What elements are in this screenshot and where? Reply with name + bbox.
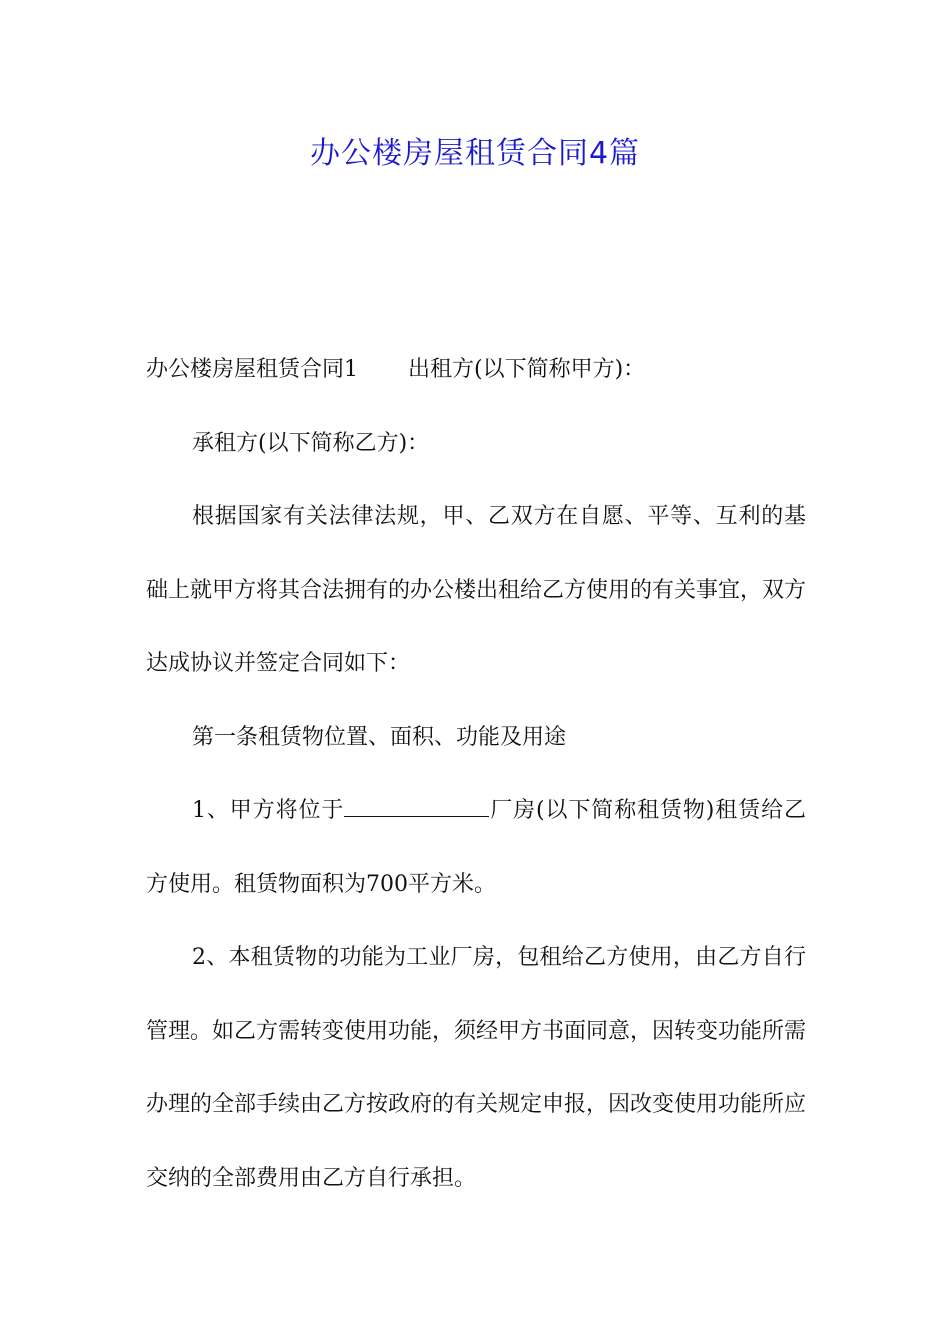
clause-1-paragraph (146, 774, 806, 921)
document-body (146, 333, 806, 1215)
clause-2-paragraph: 2、本租赁物的功能为工业厂房，包租给乙方使用，由乙方自行管理。如乙方需转变使用功能，须经甲方书面同意，因转变功能所需办理的全部手续由乙方按政府的有关规定申报，因改变使用功能所应交纳的全部费用由乙方自行承担。 (146, 945, 807, 1191)
lessor-label: 出租方(以下简称甲方)： (408, 357, 646, 382)
document-title: 办公楼房屋租赁合同4篇 (309, 136, 641, 171)
location-blank-line (344, 798, 489, 817)
clause-1-suffix: 厂房(以下简称租赁物)租赁给乙方使用。租赁物面积为700平方米。 (146, 798, 806, 897)
section-heading-line (146, 333, 806, 407)
lessee-label: 承租方(以下简称乙方)： (192, 430, 430, 456)
clause-1-prefix: 1、甲方将位于 (192, 798, 345, 823)
preamble-paragraph: 根据国家有关法律法规，甲、乙双方在自愿、平等、互利的基础上就甲方将其合法拥有的办公楼出租给乙方使用的有关事宜，双方达成协议并签定合同如下： (146, 504, 807, 676)
article-1-heading: 第一条租赁物位置、面积、功能及用途 (192, 724, 567, 750)
section-heading: 办公楼房屋租赁合同1 (146, 357, 358, 382)
